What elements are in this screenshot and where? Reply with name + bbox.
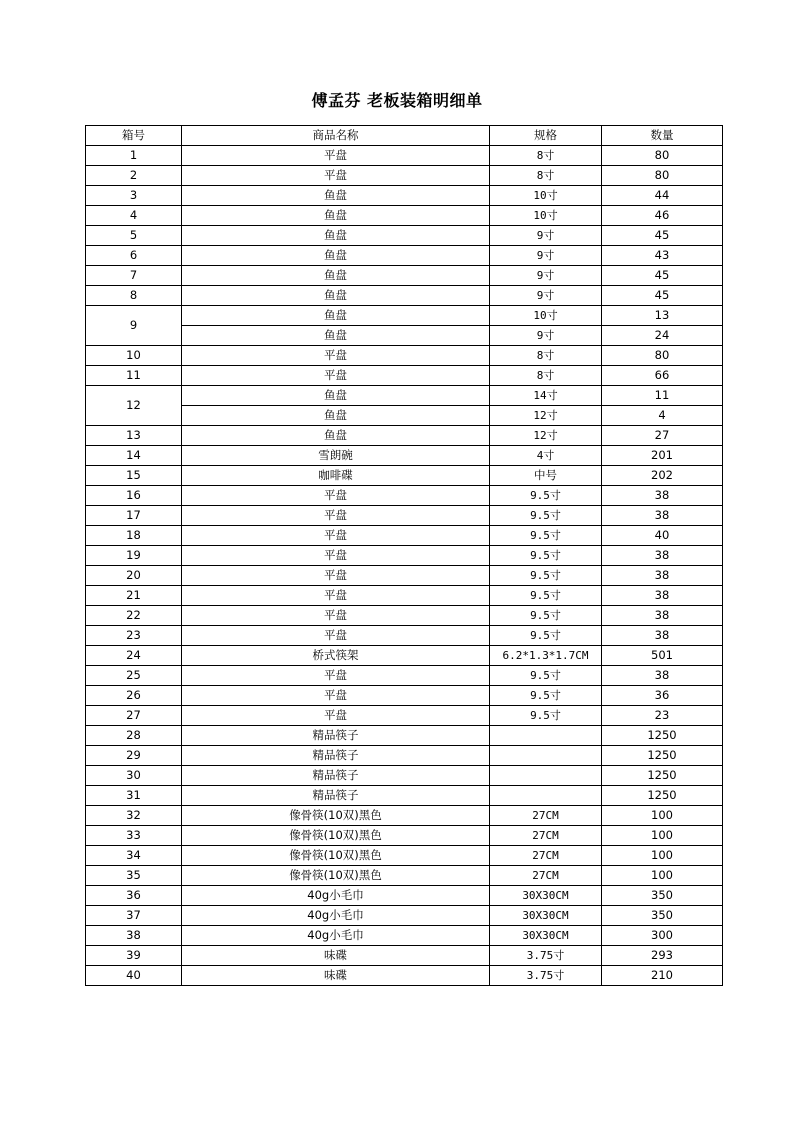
cell-spec: 12寸 [490, 406, 602, 426]
table-row [86, 186, 723, 206]
table-row [86, 206, 723, 226]
table-row [86, 546, 723, 566]
cell-spec: 9寸 [490, 286, 602, 306]
table-row [86, 286, 723, 306]
cell-spec [490, 726, 602, 746]
cell-box-number: 16 [86, 486, 182, 506]
cell-box-number: 30 [86, 766, 182, 786]
table-row [86, 626, 723, 646]
cell-quantity: 23 [602, 706, 723, 726]
cell-product-name: 平盘 [182, 346, 490, 366]
cell-box-number: 1 [86, 146, 182, 166]
cell-product-name: 桥式筷架 [182, 646, 490, 666]
cell-product-name: 鱼盘 [182, 306, 490, 326]
cell-box-number: 10 [86, 346, 182, 366]
cell-box-number: 14 [86, 446, 182, 466]
cell-box-number: 18 [86, 526, 182, 546]
cell-quantity: 100 [602, 866, 723, 886]
cell-product-name: 平盘 [182, 526, 490, 546]
cell-spec: 30X30CM [490, 926, 602, 946]
cell-spec: 30X30CM [490, 906, 602, 926]
table-row [86, 406, 723, 426]
cell-box-number: 23 [86, 626, 182, 646]
cell-box-number: 21 [86, 586, 182, 606]
cell-product-name: 40g小毛巾 [182, 886, 490, 906]
cell-product-name: 平盘 [182, 506, 490, 526]
cell-spec: 3.75寸 [490, 966, 602, 986]
table-row [86, 386, 723, 406]
cell-spec: 9.5寸 [490, 686, 602, 706]
cell-box-number: 35 [86, 866, 182, 886]
cell-quantity: 44 [602, 186, 723, 206]
cell-product-name: 平盘 [182, 486, 490, 506]
cell-spec [490, 786, 602, 806]
header-product-name: 商品名称 [182, 126, 490, 146]
cell-spec: 9.5寸 [490, 566, 602, 586]
cell-box-number: 32 [86, 806, 182, 826]
cell-product-name: 平盘 [182, 626, 490, 646]
cell-box-number: 22 [86, 606, 182, 626]
table-row [86, 726, 723, 746]
table-row [86, 686, 723, 706]
cell-product-name: 平盘 [182, 366, 490, 386]
cell-spec: 3.75寸 [490, 946, 602, 966]
cell-product-name: 咖啡碟 [182, 466, 490, 486]
cell-spec: 6.2*1.3*1.7CM [490, 646, 602, 666]
table-row [86, 666, 723, 686]
cell-spec: 9.5寸 [490, 666, 602, 686]
cell-spec: 12寸 [490, 426, 602, 446]
cell-spec: 9.5寸 [490, 486, 602, 506]
cell-product-name: 平盘 [182, 566, 490, 586]
cell-product-name: 鱼盘 [182, 386, 490, 406]
cell-product-name: 精品筷子 [182, 726, 490, 746]
cell-quantity: 11 [602, 386, 723, 406]
cell-quantity: 38 [602, 606, 723, 626]
cell-quantity: 1250 [602, 746, 723, 766]
cell-quantity: 202 [602, 466, 723, 486]
cell-box-number: 13 [86, 426, 182, 446]
packing-list-table [85, 125, 723, 986]
cell-product-name: 精品筷子 [182, 766, 490, 786]
table-row [86, 506, 723, 526]
cell-product-name: 40g小毛巾 [182, 926, 490, 946]
cell-box-number: 12 [86, 386, 182, 426]
cell-quantity: 13 [602, 306, 723, 326]
cell-quantity: 501 [602, 646, 723, 666]
cell-quantity: 100 [602, 826, 723, 846]
table-row [86, 426, 723, 446]
table-row [86, 906, 723, 926]
cell-quantity: 1250 [602, 766, 723, 786]
cell-spec: 4寸 [490, 446, 602, 466]
table-row [86, 926, 723, 946]
cell-box-number: 36 [86, 886, 182, 906]
cell-product-name: 平盘 [182, 686, 490, 706]
table-row [86, 566, 723, 586]
cell-product-name: 鱼盘 [182, 226, 490, 246]
cell-box-number: 37 [86, 906, 182, 926]
table-row [86, 806, 723, 826]
cell-spec: 9寸 [490, 226, 602, 246]
cell-box-number: 26 [86, 686, 182, 706]
cell-box-number: 19 [86, 546, 182, 566]
table-row [86, 246, 723, 266]
cell-quantity: 45 [602, 266, 723, 286]
cell-product-name: 平盘 [182, 606, 490, 626]
cell-product-name: 雪朗碗 [182, 446, 490, 466]
table-row [86, 706, 723, 726]
cell-box-number: 20 [86, 566, 182, 586]
cell-spec: 9.5寸 [490, 706, 602, 726]
cell-quantity: 4 [602, 406, 723, 426]
cell-product-name: 鱼盘 [182, 266, 490, 286]
cell-box-number: 28 [86, 726, 182, 746]
cell-spec: 9.5寸 [490, 606, 602, 626]
cell-spec: 30X30CM [490, 886, 602, 906]
cell-quantity: 45 [602, 226, 723, 246]
table-row [86, 466, 723, 486]
table-row [86, 846, 723, 866]
cell-spec: 9寸 [490, 326, 602, 346]
cell-spec: 9.5寸 [490, 626, 602, 646]
cell-product-name: 精品筷子 [182, 746, 490, 766]
cell-quantity: 27 [602, 426, 723, 446]
cell-quantity: 40 [602, 526, 723, 546]
cell-box-number: 3 [86, 186, 182, 206]
cell-box-number: 39 [86, 946, 182, 966]
cell-product-name: 鱼盘 [182, 286, 490, 306]
cell-product-name: 精品筷子 [182, 786, 490, 806]
cell-spec: 9寸 [490, 266, 602, 286]
cell-spec [490, 766, 602, 786]
cell-product-name: 像骨筷(10双)黑色 [182, 806, 490, 826]
cell-spec: 10寸 [490, 206, 602, 226]
cell-quantity: 1250 [602, 726, 723, 746]
cell-box-number: 29 [86, 746, 182, 766]
table-row [86, 346, 723, 366]
cell-box-number: 4 [86, 206, 182, 226]
cell-quantity: 38 [602, 566, 723, 586]
cell-quantity: 38 [602, 666, 723, 686]
cell-quantity: 210 [602, 966, 723, 986]
table-row [86, 446, 723, 466]
cell-spec: 9.5寸 [490, 526, 602, 546]
cell-spec: 8寸 [490, 166, 602, 186]
table-row [86, 766, 723, 786]
table-header-row [86, 126, 723, 146]
cell-product-name: 平盘 [182, 546, 490, 566]
table-row [86, 746, 723, 766]
cell-quantity: 350 [602, 886, 723, 906]
cell-product-name: 鱼盘 [182, 206, 490, 226]
table-row [86, 966, 723, 986]
cell-box-number: 24 [86, 646, 182, 666]
cell-box-number: 33 [86, 826, 182, 846]
cell-product-name: 像骨筷(10双)黑色 [182, 846, 490, 866]
cell-quantity: 45 [602, 286, 723, 306]
cell-spec: 8寸 [490, 146, 602, 166]
table-row [86, 366, 723, 386]
cell-spec: 10寸 [490, 186, 602, 206]
table-row [86, 226, 723, 246]
cell-quantity: 38 [602, 486, 723, 506]
cell-spec: 27CM [490, 866, 602, 886]
cell-box-number: 27 [86, 706, 182, 726]
cell-spec: 27CM [490, 806, 602, 826]
cell-quantity: 38 [602, 506, 723, 526]
cell-quantity: 300 [602, 926, 723, 946]
table-row [86, 606, 723, 626]
cell-box-number: 5 [86, 226, 182, 246]
cell-spec: 8寸 [490, 346, 602, 366]
cell-box-number: 8 [86, 286, 182, 306]
cell-quantity: 350 [602, 906, 723, 926]
table-row [86, 266, 723, 286]
cell-quantity: 1250 [602, 786, 723, 806]
cell-quantity: 80 [602, 146, 723, 166]
cell-product-name: 味碟 [182, 946, 490, 966]
table-row [86, 306, 723, 326]
cell-spec: 9.5寸 [490, 586, 602, 606]
cell-product-name: 平盘 [182, 166, 490, 186]
cell-spec: 14寸 [490, 386, 602, 406]
cell-quantity: 38 [602, 546, 723, 566]
header-quantity: 数量 [602, 126, 723, 146]
cell-product-name: 平盘 [182, 586, 490, 606]
cell-product-name: 鱼盘 [182, 326, 490, 346]
cell-quantity: 100 [602, 806, 723, 826]
cell-quantity: 80 [602, 346, 723, 366]
cell-quantity: 43 [602, 246, 723, 266]
header-box-number: 箱号 [86, 126, 182, 146]
cell-box-number: 38 [86, 926, 182, 946]
table-row [86, 866, 723, 886]
cell-box-number: 25 [86, 666, 182, 686]
cell-quantity: 36 [602, 686, 723, 706]
cell-product-name: 40g小毛巾 [182, 906, 490, 926]
cell-box-number: 11 [86, 366, 182, 386]
cell-quantity: 46 [602, 206, 723, 226]
cell-quantity: 293 [602, 946, 723, 966]
cell-quantity: 80 [602, 166, 723, 186]
cell-spec: 9寸 [490, 246, 602, 266]
header-spec: 规格 [490, 126, 602, 146]
cell-product-name: 味碟 [182, 966, 490, 986]
cell-box-number: 9 [86, 306, 182, 346]
cell-quantity: 38 [602, 586, 723, 606]
cell-spec: 中号 [490, 466, 602, 486]
cell-spec: 8寸 [490, 366, 602, 386]
cell-spec: 27CM [490, 846, 602, 866]
cell-product-name: 平盘 [182, 706, 490, 726]
table-row [86, 486, 723, 506]
cell-quantity: 66 [602, 366, 723, 386]
cell-product-name: 像骨筷(10双)黑色 [182, 826, 490, 846]
cell-quantity: 201 [602, 446, 723, 466]
table-row [86, 526, 723, 546]
cell-spec: 9.5寸 [490, 546, 602, 566]
table-row [86, 786, 723, 806]
cell-spec [490, 746, 602, 766]
table-row [86, 826, 723, 846]
table-row [86, 166, 723, 186]
table-row [86, 326, 723, 346]
cell-product-name: 鱼盘 [182, 186, 490, 206]
cell-box-number: 17 [86, 506, 182, 526]
cell-product-name: 像骨筷(10双)黑色 [182, 866, 490, 886]
cell-product-name: 平盘 [182, 146, 490, 166]
cell-box-number: 6 [86, 246, 182, 266]
cell-box-number: 40 [86, 966, 182, 986]
table-body [86, 146, 723, 986]
cell-product-name: 鱼盘 [182, 426, 490, 446]
cell-product-name: 平盘 [182, 666, 490, 686]
table-row [86, 946, 723, 966]
table-row [86, 586, 723, 606]
cell-box-number: 2 [86, 166, 182, 186]
cell-box-number: 34 [86, 846, 182, 866]
cell-spec: 27CM [490, 826, 602, 846]
cell-quantity: 24 [602, 326, 723, 346]
table-row [86, 646, 723, 666]
table-row [86, 886, 723, 906]
cell-box-number: 7 [86, 266, 182, 286]
cell-product-name: 鱼盘 [182, 246, 490, 266]
document-title: 傅孟芬 老板装箱明细单 [311, 91, 483, 110]
cell-spec: 9.5寸 [490, 506, 602, 526]
cell-quantity: 100 [602, 846, 723, 866]
cell-quantity: 38 [602, 626, 723, 646]
cell-box-number: 15 [86, 466, 182, 486]
cell-product-name: 鱼盘 [182, 406, 490, 426]
cell-spec: 10寸 [490, 306, 602, 326]
cell-box-number: 31 [86, 786, 182, 806]
table-row [86, 146, 723, 166]
